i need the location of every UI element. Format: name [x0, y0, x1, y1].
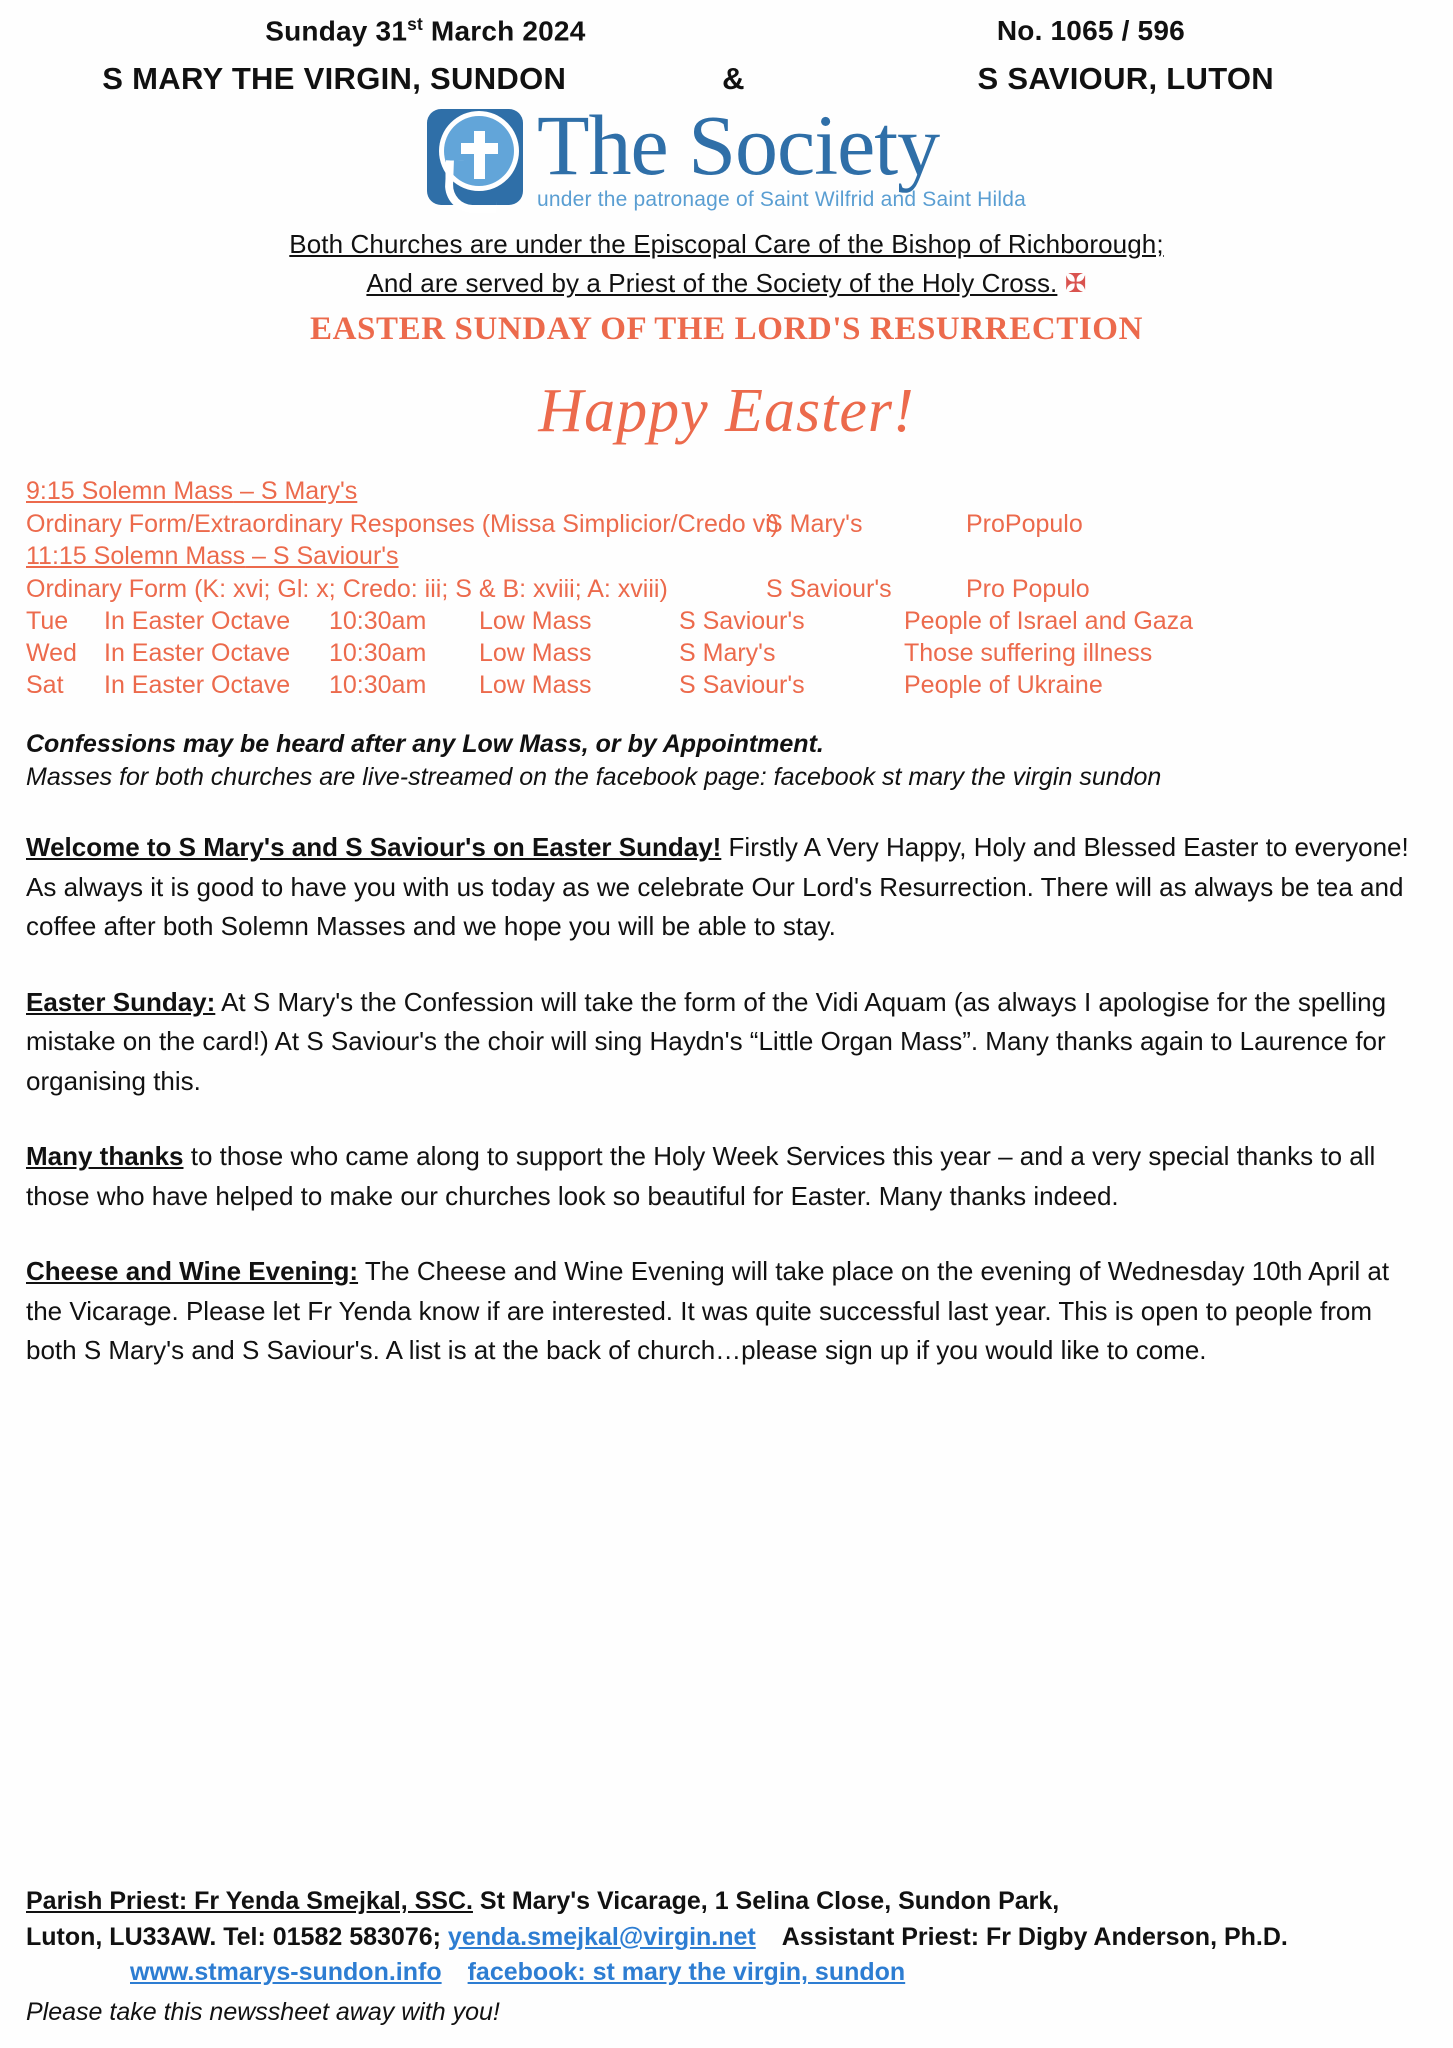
logo-wordmark-group — [536, 97, 1027, 212]
footer-line-1 — [26, 1884, 1427, 1920]
weekday-day: Tue — [26, 607, 69, 636]
schedule-heading-1 — [26, 477, 1427, 506]
issue-date-prefix: Sunday 31 — [265, 15, 408, 47]
weekday-time: 10:30am — [329, 607, 427, 636]
weekday-church: S Saviour's — [679, 607, 805, 636]
website-link[interactable]: www.stmarys-sundon.info — [130, 1958, 442, 1986]
easter-greeting: Happy Easter! — [538, 377, 915, 446]
episcopal-care-text-1: Both Churches are under the Episcopal Care of the Bishop of Richborough; — [289, 229, 1164, 260]
paragraph-welcome-heading: Welcome to S Mary's and S Saviour's on Easter Sunday! — [26, 832, 722, 863]
footer-contact-block — [26, 1884, 1427, 2030]
schedule-detail-1-church: S Mary's — [766, 510, 863, 539]
livestream-note: Masses for both churches are live-streamed on the facebook page: facebook st mary the virgin sundon — [26, 763, 1162, 792]
logo-swash — [444, 160, 498, 214]
schedule-detail-1 — [26, 510, 1427, 539]
schedule-heading-2-time: 11:15 Solemn Mass — [26, 542, 246, 571]
weekday-occasion: In Easter Octave — [104, 671, 291, 700]
society-logo — [26, 97, 1427, 223]
mass-schedule — [26, 477, 1427, 700]
paragraph-cheese-and-wine-heading: Cheese and Wine Evening: — [26, 1256, 359, 1287]
footer-line-3 — [26, 1955, 1427, 1991]
confessions-note: Confessions may be heard after any Low Mass, or by Appointment. — [26, 730, 824, 759]
weekday-occasion: In Easter Octave — [104, 639, 291, 668]
schedule-detail-2-form: Ordinary Form (K: xvi; Gl: x; Credo: iii; S & B: xviii; A: xviii) — [26, 575, 668, 604]
parish-priest-label: Parish Priest: Fr Yenda Smejkal, SSC. — [26, 1887, 473, 1915]
issue-number: No. 1065 / 596 — [996, 15, 1185, 47]
weekday-intention: People of Ukraine — [904, 671, 1103, 700]
table-row — [26, 671, 1427, 700]
schedule-detail-2 — [26, 575, 1427, 604]
table-row — [26, 607, 1427, 636]
logo-tagline: under the patronage of Saint Wilfrid and Saint Hilda — [536, 188, 1027, 212]
logo-cross-horizontal — [461, 143, 498, 154]
email-link[interactable]: yenda.smejkal@virgin.net — [447, 1922, 756, 1951]
paragraph-easter-sunday-heading: Easter Sunday: — [26, 986, 216, 1017]
paragraph-welcome-body: Firstly A Very Happy, Holy and Blessed Easter to everyone! As always it is good to have you with us today as we celebrate Our Lord's Resurrection. There will as always be tea and coffee after both Solemn Masses and we hope you will be able to stay. — [26, 832, 1409, 942]
logo-cross-vertical — [474, 131, 485, 179]
schedule-detail-2-church: S Saviour's — [766, 575, 892, 604]
schedule-heading-1-church: – S Mary's — [233, 477, 358, 506]
footer-line-2 — [26, 1920, 1427, 1956]
issue-date-suffix: March 2024 — [422, 15, 586, 47]
vicarage-address-line-2: Luton, LU33AW. Tel: 01582 583076; — [26, 1922, 448, 1951]
assistant-priest-label: Assistant Priest: Fr Digby Anderson, Ph.D. — [781, 1922, 1288, 1951]
schedule-heading-2 — [26, 542, 1427, 571]
feast-title: EASTER SUNDAY OF THE LORD'S RESURRECTION — [310, 311, 1143, 348]
schedule-detail-2-intention: Pro Populo — [966, 575, 1090, 604]
weekday-church: S Saviour's — [679, 671, 805, 700]
weekday-mass-type: Low Mass — [479, 607, 592, 636]
schedule-heading-2-church: – S Saviour's — [245, 542, 399, 571]
paragraph-cheese-and-wine — [26, 1252, 1427, 1371]
church-name-left: S MARY THE VIRGIN, SUNDON — [102, 61, 567, 97]
schedule-heading-1-time: 9:15 Solemn Mass — [26, 477, 234, 506]
top-header-row — [26, 0, 1427, 47]
weekday-day: Sat — [26, 671, 64, 700]
weekday-occasion: In Easter Octave — [104, 607, 291, 636]
episcopal-care-line-2 — [26, 268, 1427, 299]
ampersand-separator: & — [722, 61, 745, 97]
paragraph-many-thanks — [26, 1137, 1427, 1216]
church-name-right: S SAVIOUR, LUTON — [977, 61, 1274, 97]
paragraph-many-thanks-heading: Many thanks — [26, 1141, 184, 1172]
weekday-intention: Those suffering illness — [904, 639, 1153, 668]
takeaway-note: Please take this newssheet away with you! — [26, 1997, 500, 2026]
weekday-mass-type: Low Mass — [479, 671, 592, 700]
table-row — [26, 639, 1427, 668]
issue-date — [26, 14, 785, 47]
weekday-church: S Mary's — [679, 639, 776, 668]
schedule-detail-1-form: Ordinary Form/Extraordinary Responses (Missa Simplicior/Credo vi) — [26, 510, 779, 539]
paragraph-cheese-and-wine-body: The Cheese and Wine Evening will take place on the evening of Wednesday 10th April at the Vicarage. Please let Fr Yenda know if are interested. It was quite successful last year. This is open to people from both S Mary's and S Saviour's. A list is at the back of church…please sign up if you would like to come. — [26, 1256, 1390, 1366]
episcopal-care-text-2: And are served by a Priest of the Society of the Holy Cross. — [366, 268, 1058, 299]
paragraph-easter-sunday-body: At S Mary's the Confession will take the form of the Vidi Aquam (as always I apologise for the spelling mistake on the card!) At S Saviour's the choir will sing Haydn's “Little Organ Mass”. Many thanks again to Laurence for organising this. — [26, 986, 1387, 1096]
facebook-link[interactable]: facebook: st mary the virgin, sundon — [467, 1958, 906, 1986]
paragraph-many-thanks-body: to those who came along to support the Holy Week Services this year – and a very special thanks to all those who have helped to make our churches look so beautiful for Easter. Many thanks indeed. — [26, 1141, 1376, 1211]
vicarage-address-line-1: St Mary's Vicarage, 1 Selina Close, Sundon Park, — [472, 1887, 1060, 1915]
weekday-intention: People of Israel and Gaza — [904, 607, 1194, 636]
schedule-detail-1-intention: ProPopulo — [966, 510, 1083, 539]
weekday-time: 10:30am — [329, 671, 427, 700]
weekday-time: 10:30am — [329, 639, 427, 668]
paragraph-welcome — [26, 828, 1427, 947]
paragraph-easter-sunday — [26, 983, 1427, 1102]
episcopal-care-line-1 — [26, 229, 1427, 260]
weekday-mass-type: Low Mass — [479, 639, 592, 668]
weekday-day: Wed — [26, 639, 77, 668]
logo-wordmark: The Society — [536, 97, 940, 194]
society-cross-logo-icon — [427, 109, 523, 205]
church-names-row — [26, 61, 1427, 97]
holy-cross-icon: ✠ — [1064, 268, 1087, 299]
issue-date-ordinal: st — [407, 14, 423, 34]
